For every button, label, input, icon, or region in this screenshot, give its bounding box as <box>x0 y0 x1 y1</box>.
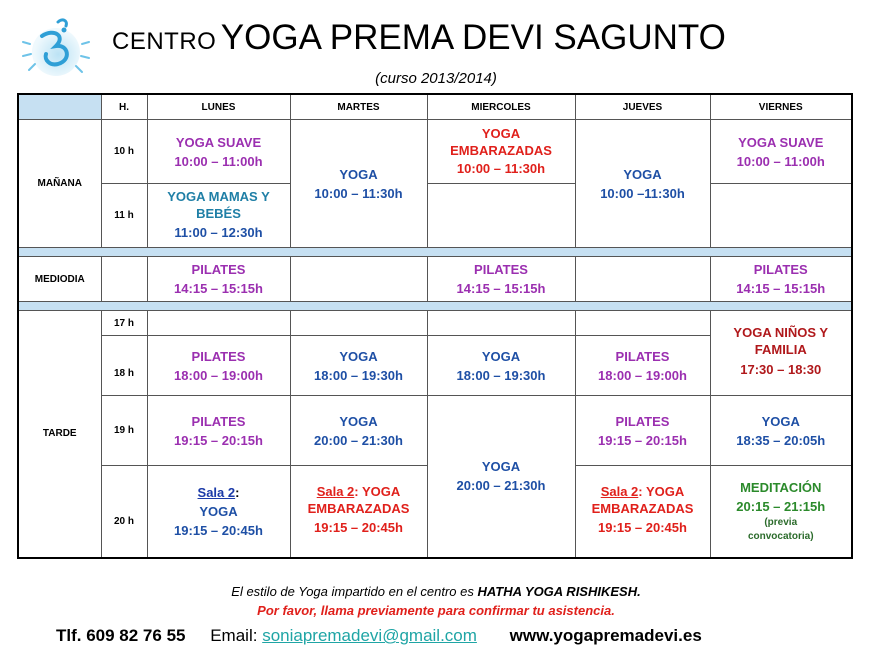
class-name: YOGA <box>339 166 378 182</box>
class-name-part: : YOGA <box>354 484 401 500</box>
hour-label: 20 h <box>101 466 147 558</box>
class-time: 10:00 – 11:00h <box>736 153 825 169</box>
class-time: 14:15 – 15:15h <box>174 281 263 296</box>
class-note: (previa <box>764 517 798 529</box>
contact-line <box>56 626 702 646</box>
class-name: PILATES <box>753 262 808 277</box>
title-prefix: CENTRO <box>112 28 217 55</box>
class-time: 17:30 – 18:30 <box>740 362 822 377</box>
class-time: 20:15 – 21:15h <box>736 499 826 515</box>
class-name: EMBARAZADAS <box>591 501 694 517</box>
empty-cell <box>427 184 575 248</box>
class-time: 19:15 – 20:15h <box>598 432 687 448</box>
class-time: 10:00 – 11:30h <box>314 185 403 201</box>
room-link[interactable]: Sala 2 <box>600 484 639 500</box>
empty-cell <box>575 311 710 336</box>
class-cell <box>575 336 710 396</box>
table-row <box>18 184 852 248</box>
header-corner <box>18 94 101 120</box>
class-cell <box>710 257 852 302</box>
class-time: 20:00 – 21:30h <box>456 478 546 494</box>
table-row <box>18 257 852 302</box>
style-note-text: El estilo de Yoga impartido en el centro es <box>231 584 478 599</box>
style-note <box>0 584 872 599</box>
separator-text: : <box>235 484 240 500</box>
class-cell <box>710 311 852 396</box>
class-cell <box>290 336 427 396</box>
class-name <box>148 483 290 502</box>
class-name: YOGA <box>623 166 662 182</box>
class-cell <box>290 396 427 466</box>
column-header-jueves: JUEVES <box>575 94 710 120</box>
empty-cell <box>290 257 427 302</box>
class-name <box>291 483 427 500</box>
class-time: 14:15 – 15:15h <box>736 281 826 296</box>
separator-row <box>18 248 852 257</box>
room-link[interactable]: Sala 2 <box>197 484 236 500</box>
class-cell <box>147 336 290 396</box>
class-cell <box>290 466 427 558</box>
class-time: 20:00 – 21:30h <box>314 432 403 448</box>
title-main: YOGA PREMA DEVI SAGUNTO <box>220 18 726 57</box>
style-note-name: HATHA YOGA RISHIKESH. <box>477 584 641 599</box>
class-cell <box>290 120 427 248</box>
column-header-viernes: VIERNES <box>710 94 852 120</box>
hour-label: 10 h <box>101 120 147 184</box>
class-name: EMBARAZADAS <box>307 501 410 517</box>
empty-cell <box>147 311 290 336</box>
column-header-martes: MARTES <box>290 94 427 120</box>
empty-cell <box>427 311 575 336</box>
class-time: 19:15 – 20:45h <box>598 520 687 536</box>
class-name: BEBÉS <box>196 206 241 221</box>
class-name: YOGA <box>481 348 521 364</box>
hour-label: 19 h <box>101 396 147 466</box>
class-name: PILATES <box>191 262 246 277</box>
class-cell <box>147 257 290 302</box>
class-name: YOGA <box>481 459 521 475</box>
class-name: EMBARAZADAS <box>450 143 552 158</box>
class-name: YOGA <box>339 348 378 364</box>
class-time: 18:00 – 19:00h <box>598 367 687 383</box>
website-link[interactable]: www.yogapremadevi.es <box>509 626 702 645</box>
period-evening: TARDE <box>18 311 101 558</box>
class-time: 19:15 – 20:45h <box>314 520 403 536</box>
class-cell <box>427 336 575 396</box>
empty-cell <box>101 257 147 302</box>
class-time: 14:15 – 15:15h <box>456 281 546 296</box>
class-time: 10:00 – 11:30h <box>456 161 546 176</box>
period-morning: MAÑANA <box>18 120 101 248</box>
separator-row <box>18 302 852 311</box>
class-time: 18:00 – 19:00h <box>174 367 263 383</box>
table-row <box>18 311 852 336</box>
class-cell <box>575 396 710 466</box>
class-time: 18:00 – 19:30h <box>456 367 546 383</box>
period-midday: MEDIODIA <box>18 257 101 302</box>
class-cell <box>427 257 575 302</box>
class-time: 10:00 –11:30h <box>600 185 685 201</box>
class-name: PILATES <box>474 262 528 277</box>
empty-cell <box>290 311 427 336</box>
table-header-row <box>18 94 852 120</box>
class-name: YOGA SUAVE <box>738 134 824 150</box>
hour-label: 18 h <box>101 336 147 396</box>
class-time: 18:00 – 19:30h <box>314 367 403 383</box>
email-label: Email: <box>210 626 263 645</box>
class-name-part: : YOGA <box>638 484 685 500</box>
room-link[interactable]: Sala 2 <box>316 484 355 500</box>
class-cell <box>575 120 710 248</box>
page-subtitle: (curso 2013/2014) <box>375 70 497 87</box>
class-name: PILATES <box>191 413 246 429</box>
class-name: FAMILIA <box>754 342 807 357</box>
class-name: YOGA <box>761 413 800 429</box>
class-name: YOGA <box>199 503 238 519</box>
page-title <box>112 18 726 58</box>
column-header-lunes: LUNES <box>147 94 290 120</box>
class-time: 10:00 – 11:00h <box>174 153 263 169</box>
class-cell <box>147 466 290 558</box>
hour-label: 11 h <box>101 184 147 248</box>
class-name: YOGA <box>481 126 521 141</box>
class-name: YOGA MAMAS Y <box>167 189 270 204</box>
class-cell <box>710 466 852 558</box>
class-name: YOGA SUAVE <box>175 134 262 150</box>
class-time: 19:15 – 20:45h <box>174 522 263 538</box>
class-time: 19:15 – 20:15h <box>174 432 263 448</box>
class-time: 18:35 – 20:05h <box>736 432 826 448</box>
class-name: MEDITACIÓN <box>740 480 822 496</box>
class-name: YOGA NIÑOS Y <box>733 325 829 340</box>
class-cell <box>147 396 290 466</box>
class-time: 11:00 – 12:30h <box>174 225 263 240</box>
class-cell <box>710 120 852 184</box>
class-name: PILATES <box>191 348 246 364</box>
schedule-table <box>17 93 853 559</box>
confirm-note: Por favor, llama previamente para confirmar tu asistencia. <box>257 603 615 618</box>
class-name <box>576 483 710 500</box>
class-cell <box>147 184 290 248</box>
class-cell <box>147 120 290 184</box>
class-name: PILATES <box>615 348 670 364</box>
class-cell <box>427 396 575 558</box>
class-note: convocatoria) <box>747 531 814 543</box>
empty-cell <box>575 257 710 302</box>
phone-number: Tlf. 609 82 76 55 <box>56 626 186 645</box>
class-name: YOGA <box>339 413 378 429</box>
table-row <box>18 120 852 184</box>
class-cell <box>575 466 710 558</box>
class-cell <box>427 120 575 184</box>
empty-cell <box>710 184 852 248</box>
column-header-hour: H. <box>101 94 147 120</box>
class-name: PILATES <box>615 413 670 429</box>
column-header-miercoles: MIERCOLES <box>427 94 575 120</box>
table-row <box>18 396 852 466</box>
class-cell <box>710 396 852 466</box>
email-link[interactable]: soniapremadevi@gmail.com <box>262 626 477 645</box>
hour-label: 17 h <box>101 311 147 336</box>
